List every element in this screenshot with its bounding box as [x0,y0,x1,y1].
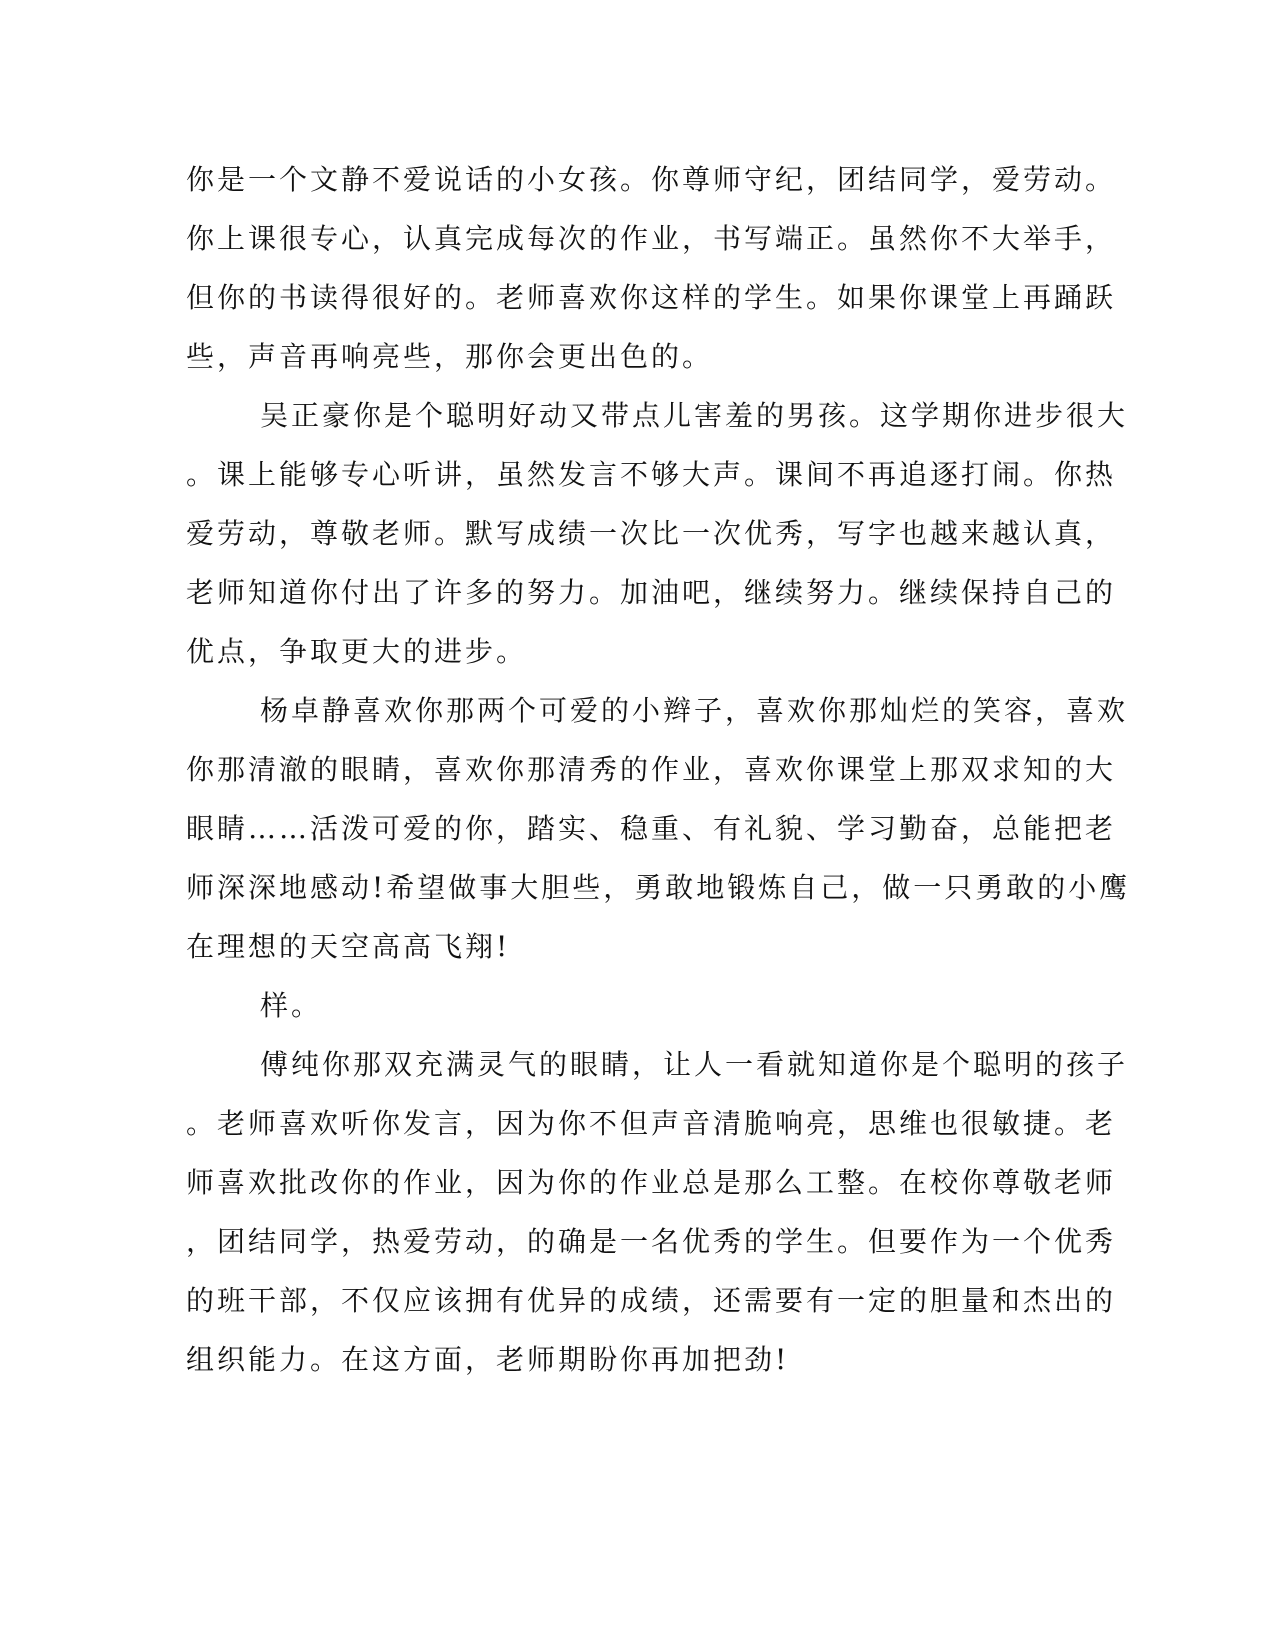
text-line: 老师知道你付出了许多的努力。加油吧，继续努力。继续保持自己的 [186,576,1117,609]
text-line: 。课上能够专心听讲，虽然发言不够大声。课间不再追逐打闹。你热 [186,458,1117,491]
text-line: 的班干部，不仅应该拥有优异的成绩，还需要有一定的胆量和杰出的 [186,1284,1117,1317]
paragraph-first-line: 傅纯你那双充满灵气的眼睛，让人一看就知道你是个聪明的孩子 [260,1048,1129,1081]
text-line: 你那清澈的眼睛，喜欢你那清秀的作业，喜欢你课堂上那双求知的大 [186,753,1117,786]
text-line: 师喜欢批改你的作业，因为你的作业总是那么工整。在校你尊敬老师 [186,1166,1117,1199]
text-line: 你是一个文静不爱说话的小女孩。你尊师守纪，团结同学，爱劳动。 [186,163,1117,196]
text-line: 师深深地感动!希望做事大胆些，勇敢地锻炼自己，做一只勇敢的小鹰 [186,871,1131,904]
paragraph-first-line: 样。 [260,989,323,1022]
text-line: 优点，争取更大的进步。 [186,635,528,668]
text-line: 。老师喜欢听你发言，因为你不但声音清脆响亮，思维也很敏捷。老 [186,1107,1117,1140]
text-line: 些，声音再响亮些，那你会更出色的。 [186,340,714,373]
text-line: ，团结同学，热爱劳动，的确是一名优秀的学生。但要作为一个优秀 [186,1225,1117,1258]
paragraph-first-line: 吴正豪你是个聪明好动又带点儿害羞的男孩。这学期你进步很大 [260,399,1129,432]
text-line: 你上课很专心，认真完成每次的作业，书写端正。虽然你不大举手， [186,222,1117,255]
text-line: 眼睛……活泼可爱的你，踏实、稳重、有礼貌、学习勤奋，总能把老 [186,812,1117,845]
paragraph-first-line: 杨卓静喜欢你那两个可爱的小辫子，喜欢你那灿烂的笑容，喜欢 [260,694,1129,727]
text-line: 爱劳动，尊敬老师。默写成绩一次比一次优秀，写字也越来越认真， [186,517,1117,550]
text-line: 组织能力。在这方面，老师期盼你再加把劲! [186,1343,790,1376]
text-line: 在理想的天空高高飞翔! [186,930,511,963]
text-line: 但你的书读得很好的。老师喜欢你这样的学生。如果你课堂上再踊跃 [186,281,1117,314]
